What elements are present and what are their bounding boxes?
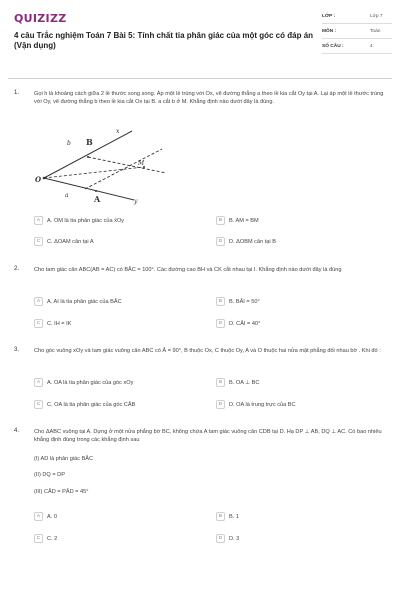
q4-option-b[interactable] xyxy=(216,512,239,521)
statement-3: (III) CÂD = PÂD = 45° xyxy=(34,489,89,495)
label-x: x xyxy=(116,128,120,135)
q4-option-d[interactable] xyxy=(216,534,239,543)
question-text: Cho góc vuông xOy và tam giác vuông cân ABC có Â = 90°, B thuộc Ox, C thuộc Oy, A và O thuộc hai nửa mặt phẳng đối nhau bờ . Khi đó : xyxy=(34,348,381,354)
meta-count xyxy=(322,43,392,54)
statement-2: (II) DQ = DP xyxy=(34,472,65,478)
option-letter: A xyxy=(34,297,43,306)
option-text: A. AI là tia phân giác của BÂC xyxy=(47,298,122,305)
quizizz-logo: QUIZIZZ xyxy=(14,12,67,25)
label-b-line: b xyxy=(67,140,71,147)
question-number: 2. xyxy=(14,266,20,272)
q3-option-a[interactable] xyxy=(34,378,133,387)
q4-option-c[interactable] xyxy=(34,534,57,543)
option-text: D. CÂI = 40° xyxy=(229,320,261,327)
option-text: C. OA là tia phân giác của góc CÂB xyxy=(47,401,136,408)
q1-option-a[interactable] xyxy=(34,216,124,225)
point-o xyxy=(43,177,46,180)
label-a-line: a xyxy=(65,192,69,199)
option-text: D. 3 xyxy=(229,535,240,542)
option-letter: D xyxy=(216,319,225,328)
q2-option-b[interactable] xyxy=(216,297,260,306)
meta-subject xyxy=(322,28,392,39)
question-3 xyxy=(14,347,390,377)
meta-class xyxy=(322,13,392,24)
option-letter: C xyxy=(34,534,43,543)
question-4 xyxy=(14,428,390,518)
q1-option-c[interactable] xyxy=(34,237,94,246)
question-text: Cho tam giác cân ABC(AB = AC) có BÂC = 100°. Các đường cao BH và CK cắt nhau tại I. Khẳng định nào dưới đây là đúng xyxy=(34,267,342,273)
option-text: D. ΔOBM cân tại B xyxy=(229,238,276,245)
option-text: C. IH = IK xyxy=(47,320,72,327)
label-point-a: A xyxy=(94,194,101,204)
meta-subject-label: MÔN : xyxy=(322,29,337,34)
option-letter: C xyxy=(34,319,43,328)
worksheet-meta xyxy=(322,13,392,58)
geometry-diagram xyxy=(30,125,170,205)
q2-option-a[interactable] xyxy=(34,297,122,306)
option-text: A. 0 xyxy=(47,513,57,520)
question-text: Cho ΔABC vuông tại A. Dựng ở một nửa phẳng bờ BC, không chứa A tam giác vuông cân CDB tại D. Hạ DP ⊥ AB, DQ ⊥ AC. Có bao nhiêu khẳng định đúng trong các khẳng định sau xyxy=(34,429,382,443)
option-letter: B xyxy=(216,216,225,225)
option-text: B. AM = BM xyxy=(229,217,259,224)
worksheet-title: 4 câu Trắc nghiệm Toán 7 Bài 5: Tính chất tia phân giác của một góc có đáp án (Vận dụng) xyxy=(14,31,314,50)
q3-option-d[interactable] xyxy=(216,400,296,409)
question-text: Gọi h là khoảng cách giữa 2 lề thước song song. Áp một lề trùng với Ox, vẽ đường thẳng a theo lề kia cắt Oy tại A. Lại áp một lề thước trùng với Oy, vẽ đường thẳng b theo lề kia cắt Ox tại B. a cắt b ở M. Khẳng định nào dưới đây là đúng. xyxy=(34,91,384,105)
option-text: B. OA ⊥ BC xyxy=(229,379,260,386)
option-text: B. 1 xyxy=(229,513,239,520)
label-y: y xyxy=(134,198,138,205)
option-text: D. OA là trung trực của BC xyxy=(229,401,296,408)
q2-option-d[interactable] xyxy=(216,319,260,328)
q1-option-d[interactable] xyxy=(216,237,276,246)
option-letter: D xyxy=(216,400,225,409)
option-text: A. OM là tia phân giác của x̂Oy xyxy=(47,217,125,224)
ray-oy xyxy=(44,178,134,200)
q4-option-a[interactable] xyxy=(34,512,57,521)
label-point-b: B xyxy=(86,137,93,147)
question-number: 3. xyxy=(14,347,20,353)
option-letter: A xyxy=(34,378,43,387)
point-a xyxy=(95,190,97,192)
option-letter: D xyxy=(216,534,225,543)
q3-option-b[interactable] xyxy=(216,378,259,387)
statement-1: (I) AD là phân giác BÂC xyxy=(34,456,94,462)
meta-count-label: SỐ CÂU : xyxy=(322,44,344,49)
option-letter: A xyxy=(34,512,43,521)
worksheet-header xyxy=(0,0,400,76)
option-letter: B xyxy=(216,378,225,387)
option-letter: C xyxy=(34,237,43,246)
option-letter: C xyxy=(34,400,43,409)
option-letter: B xyxy=(216,297,225,306)
meta-subject-value: Toán xyxy=(370,29,381,34)
header-divider xyxy=(8,78,392,79)
meta-class-value: Lớp 7 xyxy=(370,14,383,19)
option-letter: A xyxy=(34,216,43,225)
option-letter: B xyxy=(216,512,225,521)
line-b xyxy=(88,157,166,173)
option-text: B. BÂI = 50° xyxy=(229,298,260,305)
meta-count-value: 4 xyxy=(370,44,373,49)
q1-option-b[interactable] xyxy=(216,216,259,225)
meta-class-label: LỚP : xyxy=(322,14,336,19)
point-b xyxy=(87,156,89,158)
question-number: 4. xyxy=(14,428,20,434)
option-text: C. ΔOAM cân tại A xyxy=(47,238,94,245)
option-letter: D xyxy=(216,237,225,246)
q3-option-c[interactable] xyxy=(34,400,135,409)
label-point-o: O xyxy=(35,175,42,184)
label-point-m: M xyxy=(138,160,145,167)
question-2 xyxy=(14,266,390,296)
segment-om xyxy=(44,167,144,178)
q2-option-c[interactable] xyxy=(34,319,71,328)
question-number: 1. xyxy=(14,90,20,96)
option-text: C. 2 xyxy=(47,535,58,542)
option-text: A. OA là tia phân giác của góc xOy xyxy=(47,379,134,386)
